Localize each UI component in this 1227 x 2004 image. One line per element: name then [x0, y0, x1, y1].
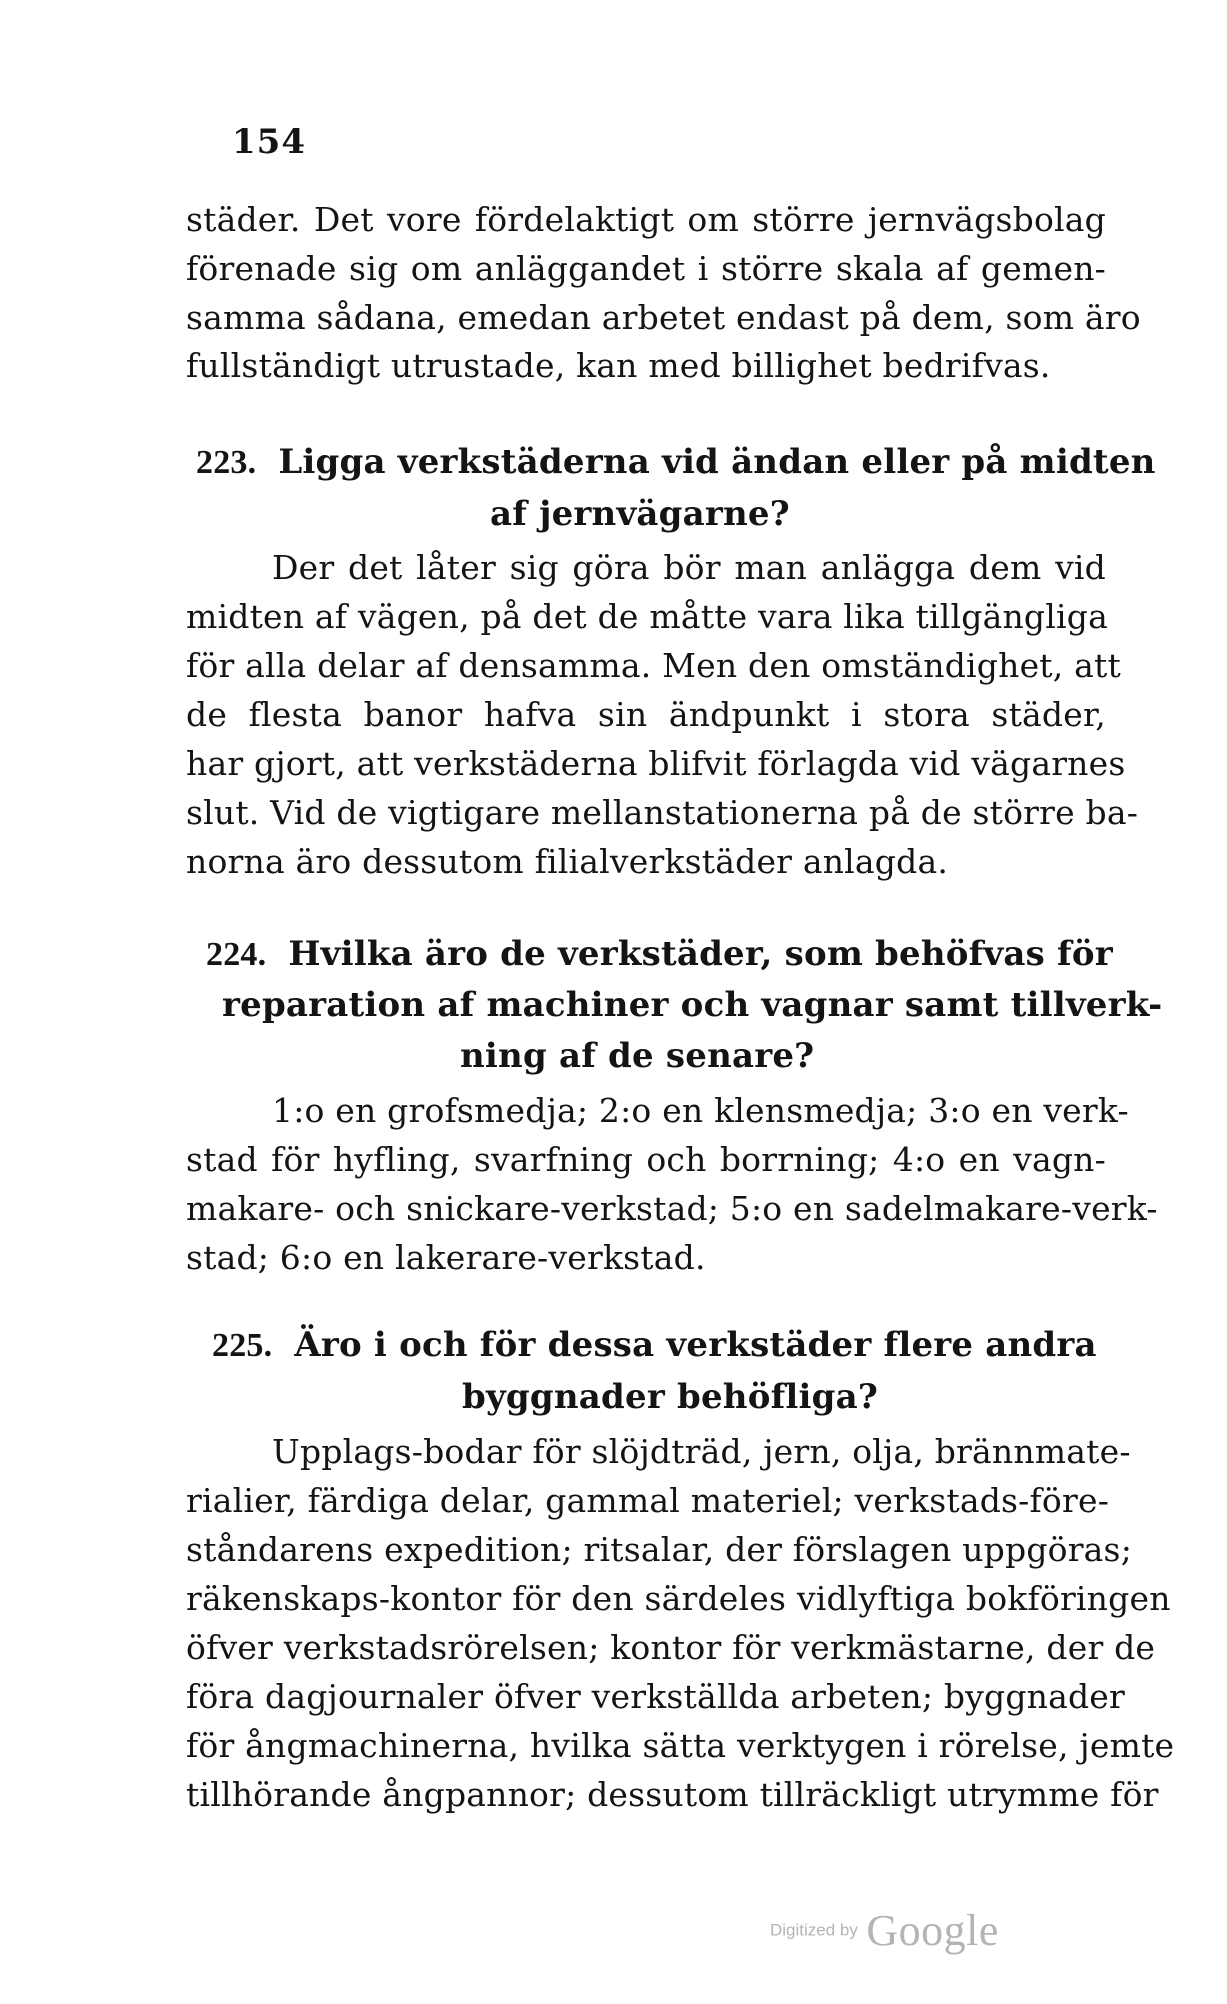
- section-question: reparation af machiner och vagnar samt tillverk-: [222, 985, 1163, 1025]
- google-logo: Google: [866, 1906, 999, 1955]
- answer-line: norna äro dessutom filialverkstäder anlagda.: [186, 842, 949, 881]
- answer-line: 1:o en grofsmedja; 2:o en klensmedja; 3:o en verk-: [272, 1091, 1129, 1130]
- answer-line: räkenskaps-kontor för den särdeles vidlyftiga bokföringen: [186, 1579, 1171, 1618]
- section-question: af jernvägarne?: [490, 494, 790, 534]
- section-question: Ligga verkstäderna vid ändan eller på midten: [278, 442, 1156, 482]
- section-number: 224.: [206, 936, 267, 973]
- answer-line: rialier, färdiga delar, gammal materiel; verkstads-före-: [186, 1481, 1110, 1520]
- answer-line: Der det låter sig göra bör man anlägga dem vid: [272, 548, 1106, 587]
- digitized-watermark: [770, 1905, 999, 1956]
- answer-line: ståndarens expedition; ritsalar, der förslagen uppgöras;: [186, 1530, 1133, 1569]
- answer-line: har gjort, att verkstäderna blifvit förlagda vid vägarnes: [186, 744, 1126, 783]
- answer-line: föra dagjournaler öfver verkställda arbeten; byggnader: [186, 1677, 1126, 1716]
- answer-line: Upplags-bodar för slöjdträd, jern, olja, brännmate-: [272, 1432, 1131, 1471]
- section-question: Hvilka äro de verkstäder, som behöfvas för: [288, 934, 1113, 974]
- intro-line: förenade sig om anläggandet i större skala af gemen-: [186, 249, 1106, 288]
- section-question: Äro i och för dessa verkstäder flere andra: [294, 1325, 1097, 1365]
- section-heading: [206, 934, 1113, 975]
- section-heading: [196, 442, 1156, 483]
- section-number: 225.: [212, 1327, 273, 1364]
- answer-line: öfver verkstadsrörelsen; kontor för verkmästarne, der de: [186, 1628, 1156, 1667]
- section-question: ning af de senare?: [460, 1036, 815, 1076]
- intro-line: fullständigt utrustade, kan med billighet bedrifvas.: [186, 346, 1051, 385]
- answer-line: slut. Vid de vigtigare mellanstationerna på de större ba-: [186, 793, 1139, 832]
- answer-line: de flesta banor hafva sin ändpunkt i stora städer,: [186, 695, 1106, 734]
- page-number: 154: [232, 122, 306, 162]
- answer-line: tillhörande ångpannor; dessutom tillräckligt utrymme för: [186, 1775, 1159, 1814]
- intro-line: städer. Det vore fördelaktigt om större jernvägsbolag: [186, 200, 1106, 239]
- watermark-prefix: Digitized by: [770, 1920, 858, 1940]
- answer-line: makare- och snickare-verkstad; 5:o en sadelmakare-verk-: [186, 1189, 1158, 1228]
- section-number: 223.: [196, 444, 257, 481]
- section-heading: [212, 1325, 1097, 1366]
- answer-line: för alla delar af densamma. Men den omständighet, att: [186, 646, 1121, 685]
- section-question: byggnader behöfliga?: [462, 1377, 878, 1417]
- answer-line: stad; 6:o en lakerare-verkstad.: [186, 1238, 706, 1277]
- answer-line: stad för hyfling, svarfning och borrning; 4:o en vagn-: [186, 1140, 1106, 1179]
- answer-line: för ångmachinerna, hvilka sätta verktygen i rörelse, jemte: [186, 1726, 1175, 1765]
- intro-line: samma sådana, emedan arbetet endast på dem, som äro: [186, 298, 1141, 337]
- answer-line: midten af vägen, på det de måtte vara lika tillgängliga: [186, 597, 1108, 636]
